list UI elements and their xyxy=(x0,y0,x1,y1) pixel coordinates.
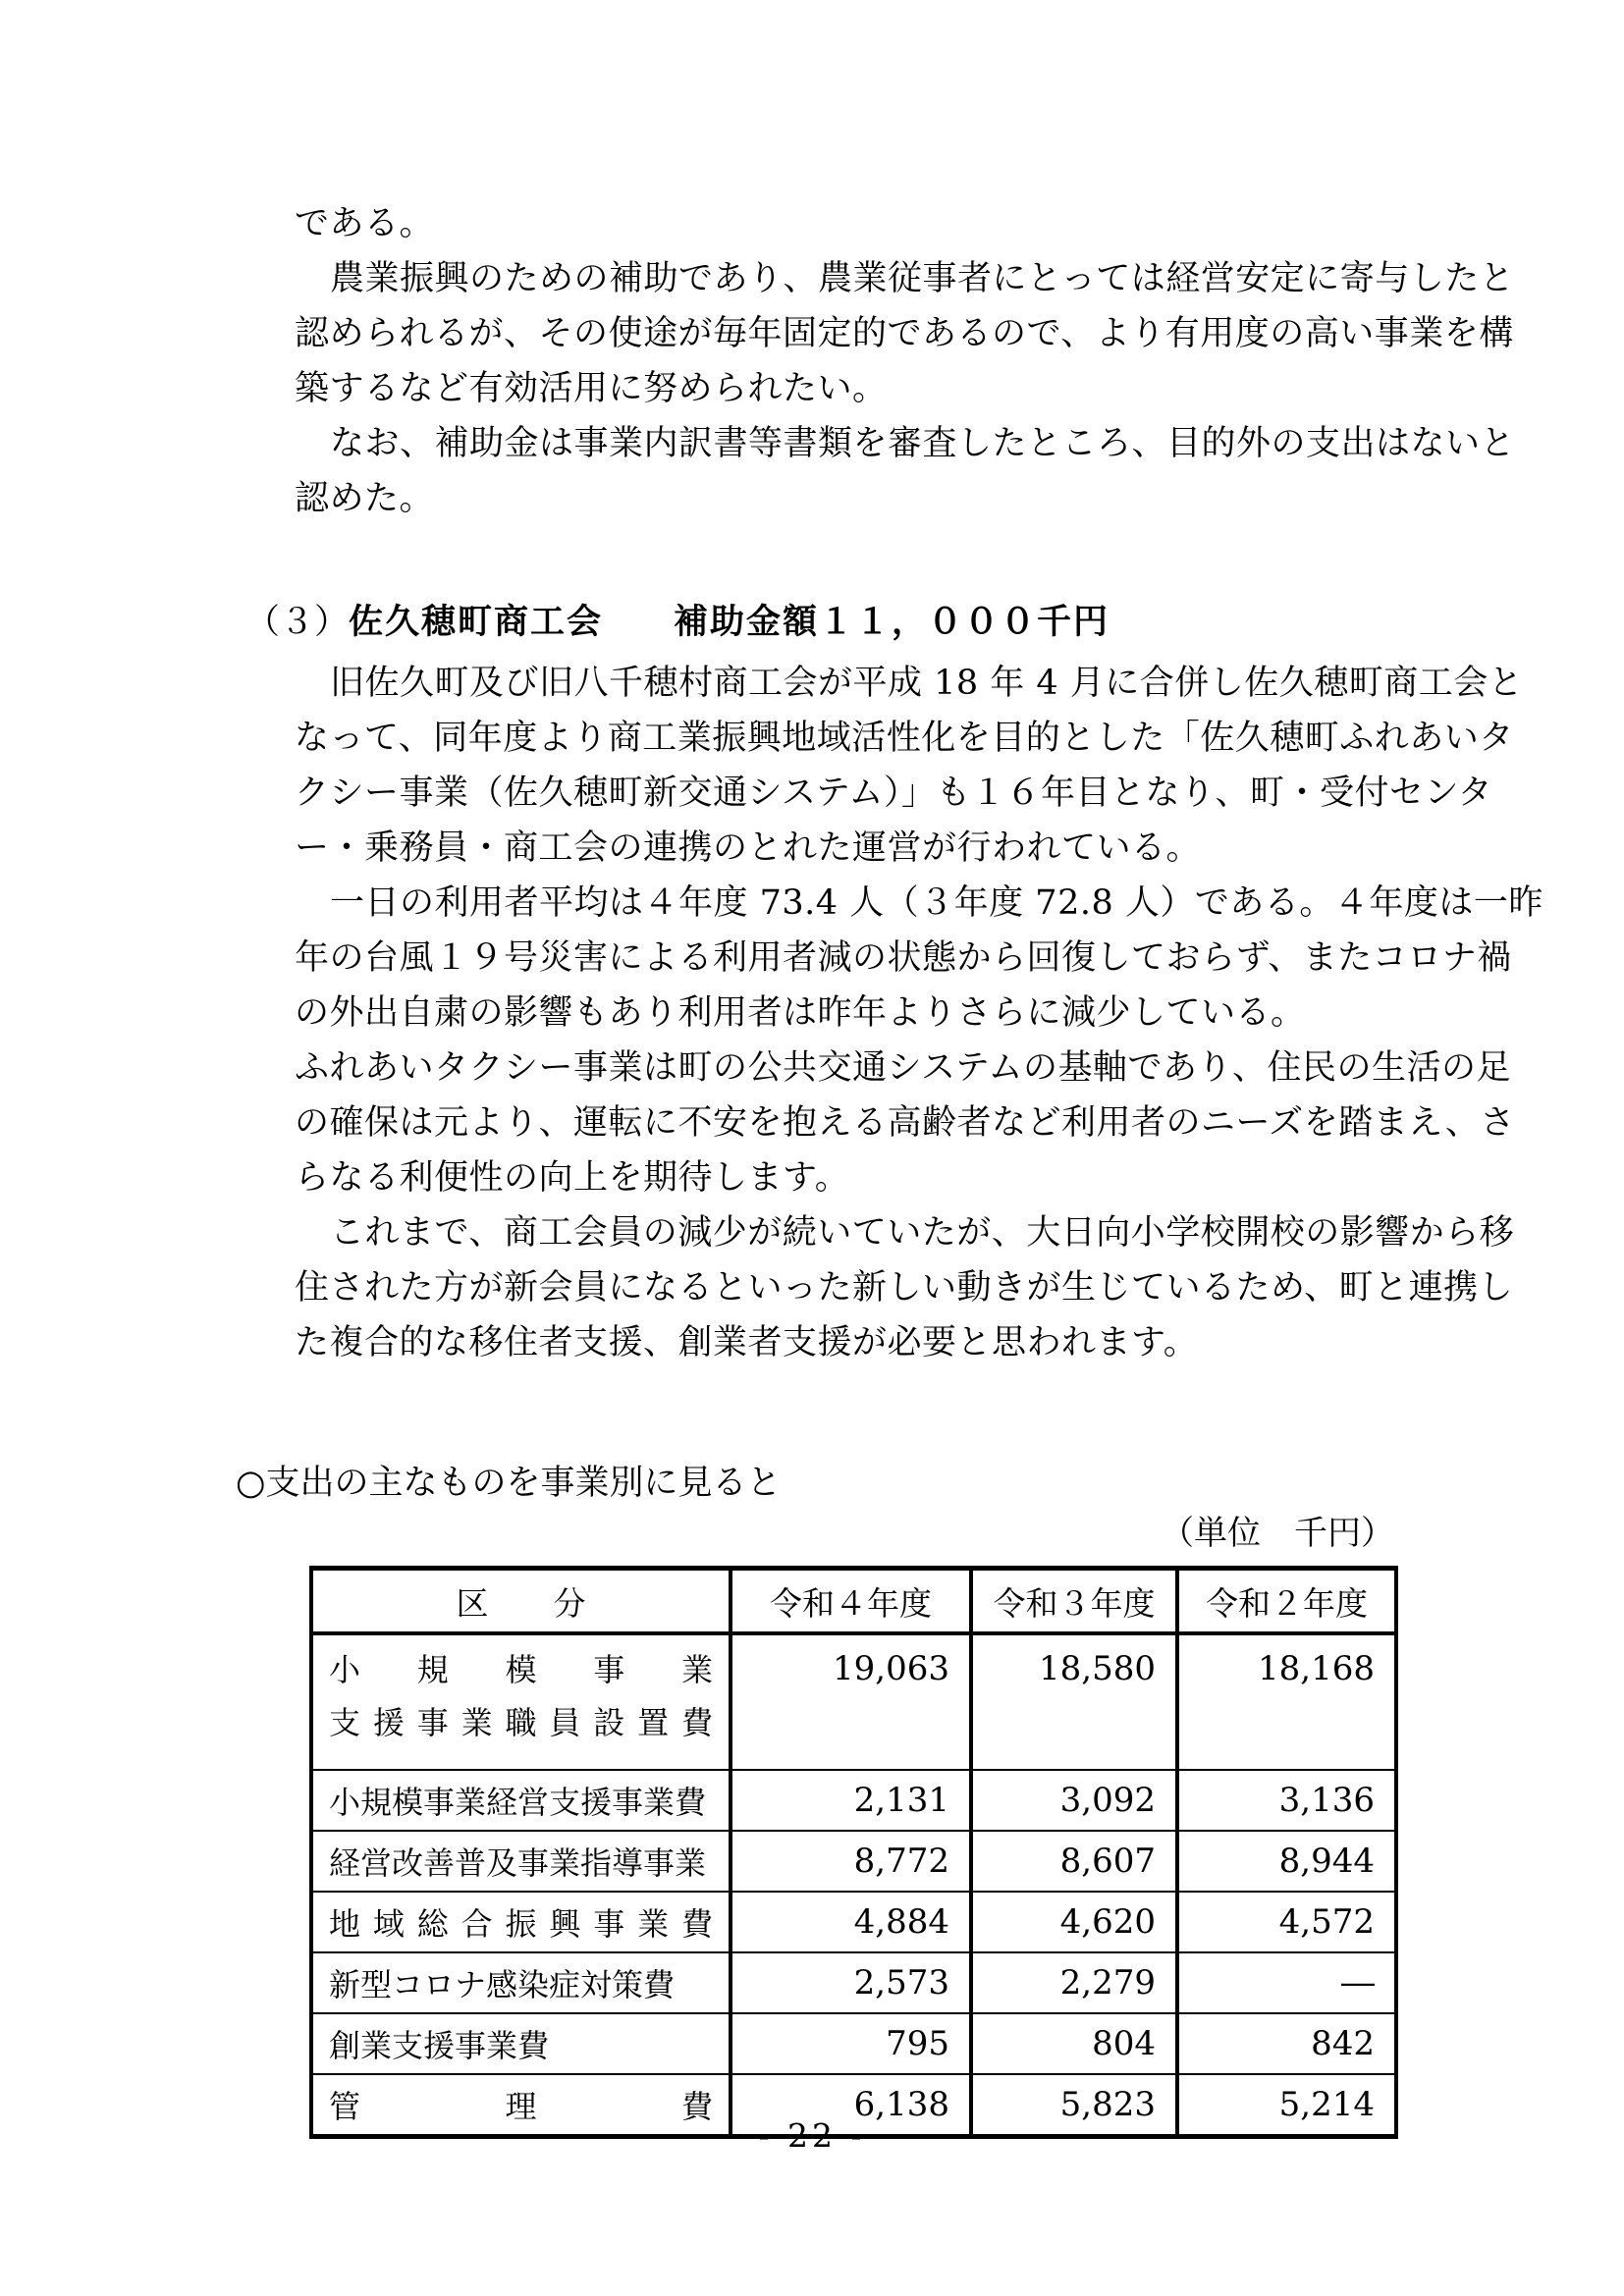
table-row xyxy=(311,2013,1396,2074)
header-category: 区 分 xyxy=(311,1569,731,1634)
row-label: 創業支援事業費 xyxy=(311,2013,731,2074)
section-number: （３） xyxy=(245,603,350,642)
expenditure-list-heading: ○支出の主なものを事業別に見ると xyxy=(236,1464,782,1503)
body-line: 築するなど有効活用に努められたい。 xyxy=(295,369,888,408)
value-reiwa4: 4,884 xyxy=(731,1892,971,1952)
value-reiwa4: 6,138 xyxy=(731,2074,971,2137)
body-line: の確保は元より、運転に不安を抱える高齢者など利用者のニーズを踏まえ、さ xyxy=(295,1103,1515,1143)
body-line: ー・乗務員・商工会の連携のとれた運営が行われている。 xyxy=(295,828,1202,868)
table-row xyxy=(311,1952,1396,2013)
paragraph-block-top xyxy=(295,196,1516,526)
table-row xyxy=(311,1831,1396,1892)
table-row xyxy=(311,1770,1396,1831)
value-reiwa3: 2,279 xyxy=(971,1952,1177,2013)
value-reiwa2: 3,136 xyxy=(1177,1770,1396,1831)
row-label: 地域総合振興事業費 xyxy=(311,1892,731,1952)
body-line: 年の台風１９号災害による利用者減の状態から回復しておらず、またコロナ禍 xyxy=(295,938,1512,978)
body-line: である。 xyxy=(295,204,435,243)
value-reiwa3: 804 xyxy=(971,2013,1177,2074)
body-line: これまで、商工会員の減少が続いていたが、大日向小学校開校の影響から移 xyxy=(330,1213,1515,1253)
value-reiwa4: 2,573 xyxy=(731,1952,971,2013)
row-label: 新型コロナ感染症対策費 xyxy=(311,1952,731,2013)
value-reiwa3: 5,823 xyxy=(971,2074,1177,2137)
body-line: 認めた。 xyxy=(295,479,435,518)
value-reiwa4: 8,772 xyxy=(731,1831,971,1892)
value-reiwa2: 4,572 xyxy=(1177,1892,1396,1952)
section-heading xyxy=(245,595,1110,650)
body-line: クシー事業（佐久穂町新交通システム）」も１６年目となり、町・受付センタ xyxy=(295,774,1493,813)
paragraph-block-section xyxy=(295,656,1543,1370)
section-subsidy-amount: 補助金額１１，０００千円 xyxy=(674,602,1110,642)
body-line: なお、補助金は事業内訳書等書類を審査したところ、目的外の支出はないと xyxy=(330,424,1516,463)
body-line: 農業振興のための補助であり、農業従事者にとっては経営安定に寄与したと xyxy=(330,259,1515,298)
expenditure-table xyxy=(309,1566,1398,2139)
table-unit-note: （単位 千円） xyxy=(1161,1514,1394,1553)
row-label: 管理費 xyxy=(311,2074,731,2137)
body-line: 認められるが、その使途が毎年固定的であるので、より有用度の高い事業を構 xyxy=(295,314,1514,353)
value-reiwa3: 8,607 xyxy=(971,1831,1177,1892)
value-reiwa3: 4,620 xyxy=(971,1892,1177,1952)
table-row xyxy=(311,1892,1396,1952)
value-reiwa2: ― xyxy=(1177,1952,1396,2013)
row-label xyxy=(311,1633,731,1770)
header-reiwa4: 令和４年度 xyxy=(731,1569,971,1634)
body-line: 旧佐久町及び旧八千穂村商工会が平成 18 年 4 月に合併し佐久穂町商工会と xyxy=(330,664,1524,703)
value-reiwa4: 795 xyxy=(731,2013,971,2074)
body-line: なって、同年度より商工業振興地域活性化を目的とした「佐久穂町ふれあいタ xyxy=(295,719,1514,758)
body-line: 一日の利用者平均は４年度 73.4 人（３年度 72.8 人）である。４年度は一昨 xyxy=(330,883,1543,923)
value-reiwa4: 2,131 xyxy=(731,1770,971,1831)
page-number: - 22 - xyxy=(758,2116,866,2155)
section-organization: 佐久穂町商工会 xyxy=(349,602,604,642)
body-line: ふれあいタクシー事業は町の公共交通システムの基軸であり、住民の生活の足 xyxy=(295,1048,1512,1088)
row-label-line1: 小規模事業 xyxy=(329,1651,713,1688)
value-reiwa2: 8,944 xyxy=(1177,1831,1396,1892)
row-label: 小規模事業経営支援事業費 xyxy=(311,1770,731,1831)
value-reiwa2: 842 xyxy=(1177,2013,1396,2074)
value-reiwa4: 19,063 xyxy=(731,1633,971,1770)
value-reiwa3: 18,580 xyxy=(971,1633,1177,1770)
value-reiwa2: 18,168 xyxy=(1177,1633,1396,1770)
value-reiwa3: 3,092 xyxy=(971,1770,1177,1831)
row-label: 経営改善普及事業指導事業 xyxy=(311,1831,731,1892)
table-row xyxy=(311,1633,1396,1770)
header-reiwa3: 令和３年度 xyxy=(971,1569,1177,1634)
value-reiwa2: 5,214 xyxy=(1177,2074,1396,2137)
body-line: らなる利便性の向上を期待します。 xyxy=(295,1158,850,1198)
row-label-line2: 支援事業職員設置費 xyxy=(329,1704,713,1741)
table-header-row xyxy=(311,1569,1396,1634)
body-line: の外出自粛の影響もあり利用者は昨年よりさらに減少している。 xyxy=(295,993,1306,1033)
header-reiwa2: 令和２年度 xyxy=(1177,1569,1396,1634)
body-line: 住された方が新会員になるといった新しい動きが生じているため、町と連携し xyxy=(295,1268,1514,1308)
body-line: た複合的な移住者支援、創業者支援が必要と思われます。 xyxy=(295,1323,1199,1362)
